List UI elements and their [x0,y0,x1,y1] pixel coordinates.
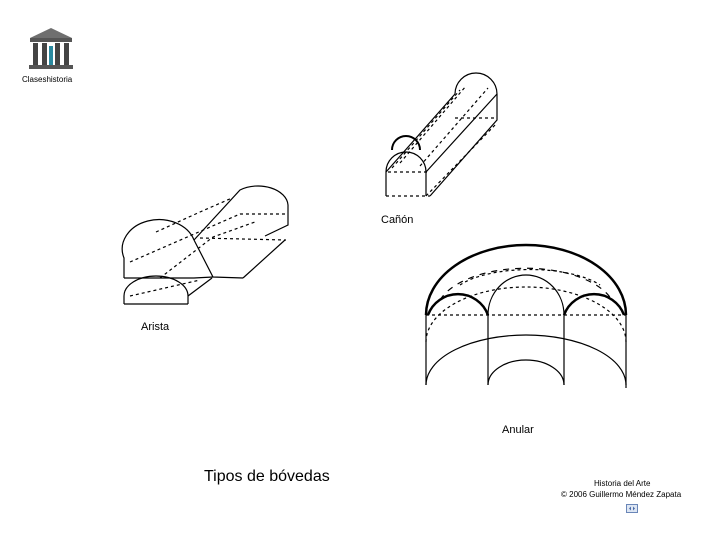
barrel-vault-drawing [386,73,497,196]
label-canon: Cañón [381,214,414,226]
credit-line-1: Historia del Arte [594,479,651,488]
label-anular: Anular [502,424,534,436]
credit-line-2: © 2006 Guillermo Méndez Zapata [561,490,682,499]
logo-text: Claseshistoria [22,75,73,84]
slide-nav-icon[interactable] [626,504,638,513]
groin-vault-drawing [122,186,288,304]
label-arista: Arista [141,321,170,333]
annular-vault-drawing [426,245,626,388]
page-title: Tipos de bóvedas [204,468,330,485]
